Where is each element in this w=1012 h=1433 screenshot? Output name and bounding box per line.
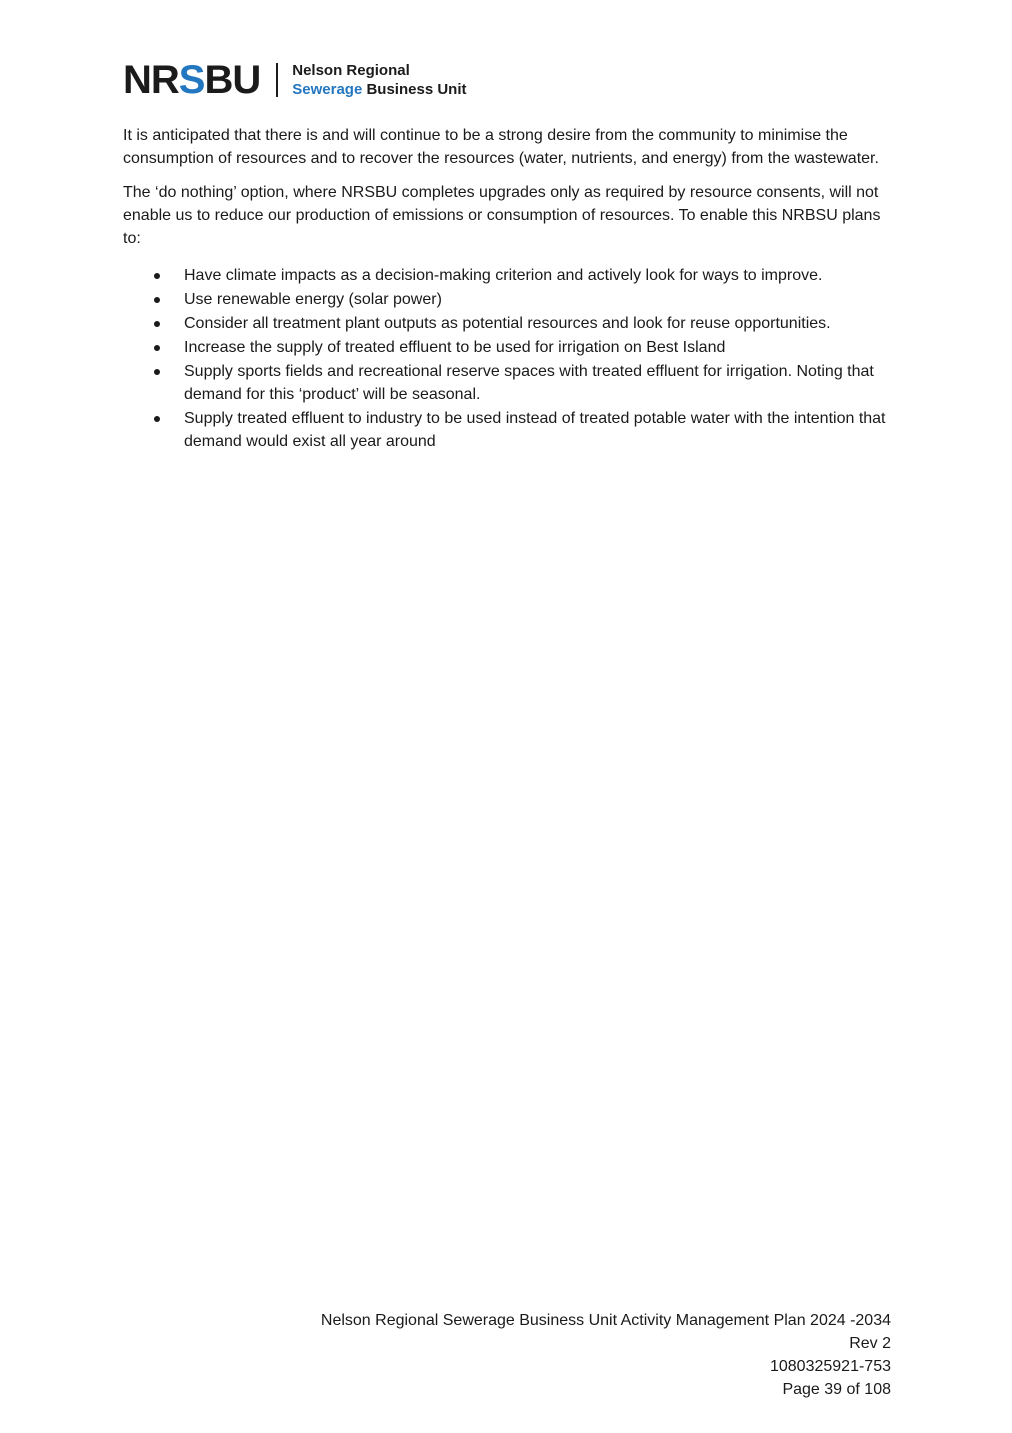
bullet-icon	[154, 369, 160, 375]
bullet-item	[123, 312, 898, 335]
logo-letters-bu: BU	[204, 58, 261, 102]
bullet-text: Consider all treatment plant outputs as potential resources and look for reuse opportunities.	[184, 315, 831, 332]
logo-line-1: Nelson Regional	[292, 62, 410, 79]
bullet-icon	[154, 416, 160, 422]
bullet-item	[123, 264, 898, 287]
bullet-text: Supply treated effluent to industry to be used instead of treated potable water with the intention that demand would exist all year around	[184, 410, 886, 450]
logo-line-2	[292, 80, 466, 99]
bullet-item	[123, 336, 898, 359]
bullet-item	[123, 288, 898, 311]
bullet-icon	[154, 321, 160, 327]
bullet-icon	[154, 345, 160, 351]
logo-letters-nr: NR	[123, 58, 179, 102]
bullet-item	[123, 407, 898, 453]
logo-mark	[123, 60, 260, 100]
footer-revision: Rev 2	[849, 1335, 891, 1352]
logo-line-2-rest: Business Unit	[362, 81, 467, 98]
logo-letter-s: S	[178, 58, 205, 102]
bullet-text: Increase the supply of treated effluent to be used for irrigation on Best Island	[184, 339, 726, 356]
footer-document-title: Nelson Regional Sewerage Business Unit Activity Management Plan 2024 -2034	[320, 1312, 891, 1329]
body-content	[123, 124, 898, 454]
bullet-text: Have climate impacts as a decision-making criterion and actively look for ways to improve.	[184, 267, 823, 284]
bullet-icon	[154, 273, 160, 279]
paragraph-1: It is anticipated that there is and will continue to be a strong desire from the community to minimise the consumption of resources and to recover the resources (water, nutrients, and energy) from the wastewater.	[123, 127, 879, 167]
footer-document-id: 1080325921-753	[769, 1358, 891, 1375]
paragraph-2: The ‘do nothing’ option, where NRSBU completes upgrades only as required by resource consents, will not enable us to reduce our production of emissions or consumption of resources. To enable this NRBSU plans to:	[123, 184, 881, 247]
nrsbu-logo	[123, 60, 466, 100]
plans-bullet-list	[123, 264, 898, 453]
logo-wordmark	[292, 61, 466, 99]
bullet-item	[123, 360, 898, 406]
bullet-text: Supply sports fields and recreational reserve spaces with treated effluent for irrigation. Noting that demand for this ‘product’ will be seasonal.	[184, 363, 874, 403]
logo-line-2-accent: Sewerage	[292, 81, 363, 98]
bullet-text: Use renewable energy (solar power)	[184, 291, 442, 308]
footer-page-number: Page 39 of 108	[782, 1381, 891, 1398]
logo-divider	[276, 63, 278, 97]
bullet-icon	[154, 297, 160, 303]
page-footer	[321, 1309, 891, 1401]
